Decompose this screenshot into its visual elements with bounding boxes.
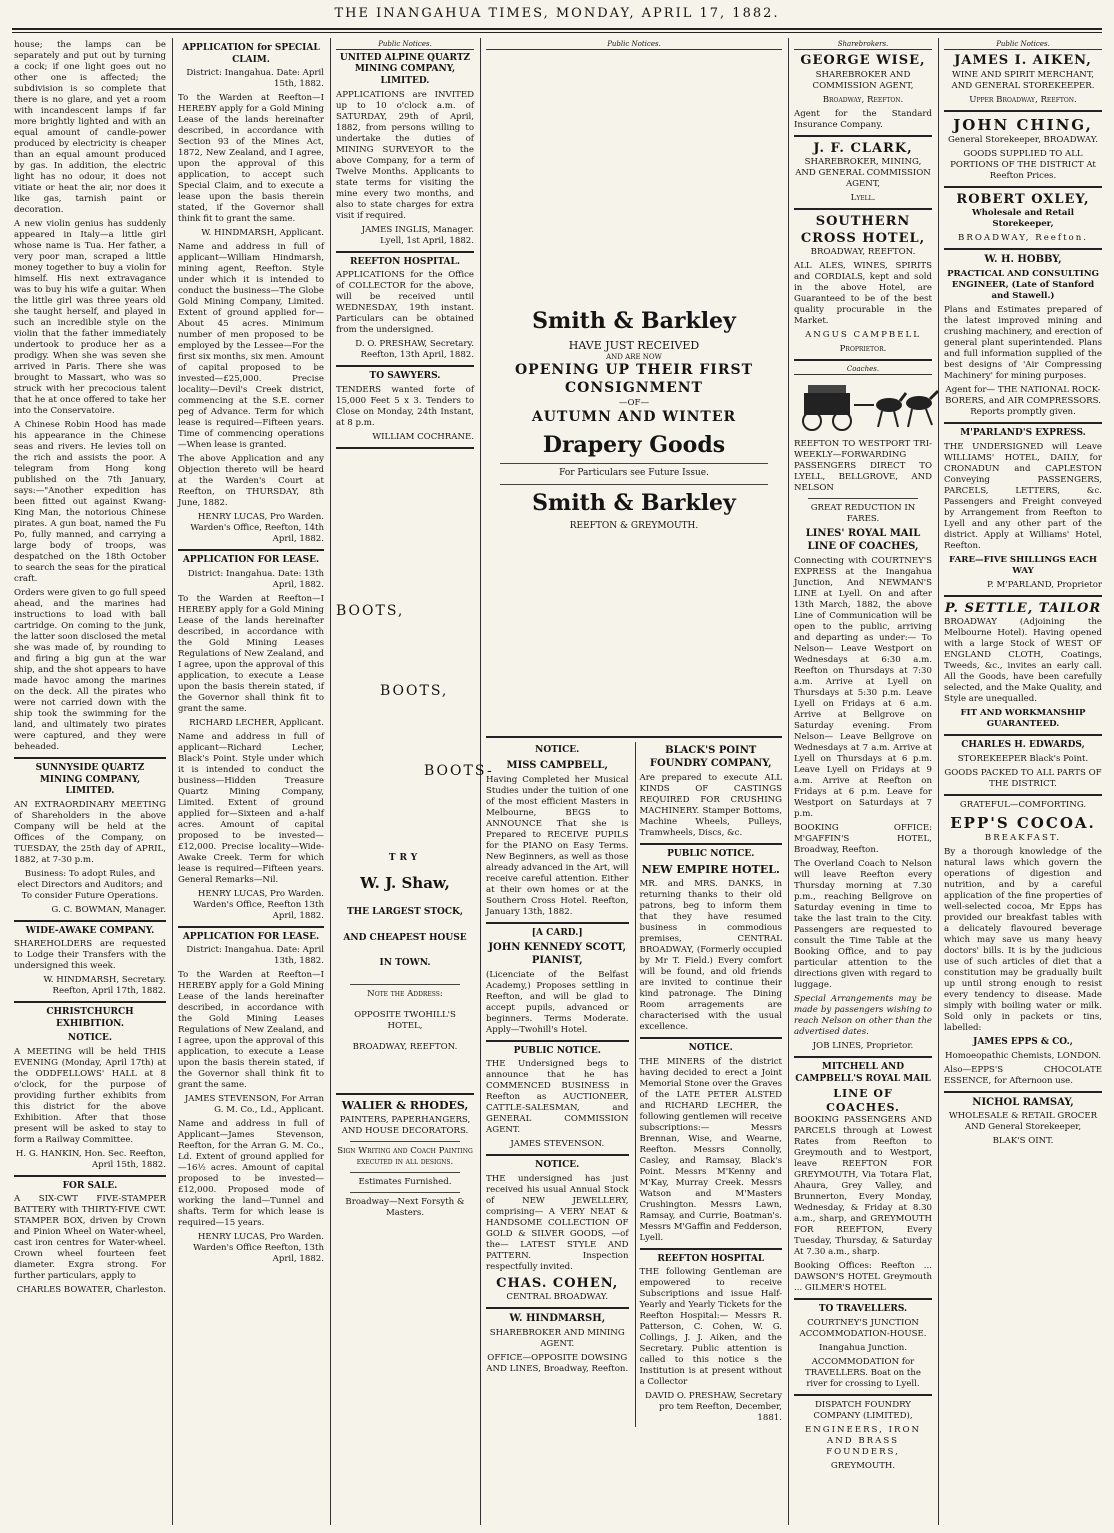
ad-signature: W. HINDMARSH, Secretary. Reefton, April 17th, 1882. (43, 975, 166, 997)
divider (808, 498, 918, 499)
divider (794, 208, 932, 210)
ad-text: AUTUMN AND WINTER (531, 408, 737, 425)
ad-signature: JOB LINES, Proprietor. (812, 1041, 914, 1051)
divider (794, 1056, 932, 1058)
ad-body: SHAREBROKER AND MINING AGENT. (489, 1328, 625, 1350)
divider (944, 1091, 1102, 1093)
divider (350, 1172, 460, 1173)
divider (350, 984, 460, 985)
ad-signature: ANGUS CAMPBELL (805, 330, 921, 341)
notice-row (486, 742, 782, 1427)
ad-title: NEW EMPIRE HOTEL. (641, 863, 780, 877)
column-header: Public Notices. (486, 40, 782, 50)
divider (14, 1001, 166, 1003)
ad-text: TRY (388, 852, 422, 863)
ad-body: (Licenciate of the Belfast Academy,) Proposes settling in Reefton, and will be glad to accept pupils, advanced or beginners. Terms Moderate. Apply—Twohill's Hotel. (486, 969, 629, 1035)
column-divider (330, 38, 331, 1525)
divider (640, 1037, 783, 1039)
ad-title: COURTNEY'S JUNCTION ACCOMMODATION-HOUSE. (799, 1317, 927, 1339)
divider (14, 1175, 166, 1177)
ad-text: BLAK'S OINT. (992, 1136, 1054, 1147)
ad-body: PRACTICAL AND CONSULTING ENGINEER, (Late of Stanford and Stawell.) (947, 269, 1099, 302)
divider (944, 794, 1102, 796)
notice-label: NOTICE. (67, 1033, 113, 1044)
ad-signature: RICHARD LECHER, Applicant. (189, 717, 324, 728)
ad-title: W. J. Shaw, (360, 874, 450, 893)
ad-body: Estimates Furnished. (358, 1176, 452, 1187)
ad-title: BLACK'S POINT FOUNDRY COMPANY, (649, 745, 772, 769)
ad-title: JAMES EPPS & CO., (973, 1037, 1073, 1048)
ad-body: Broadway—Next Forsyth & Masters. (345, 1196, 465, 1218)
ad-text: CENTRAL BROADWAY. (506, 1292, 609, 1303)
divider (944, 595, 1102, 597)
ad-title: JOHN KENNEDY SCOTT, PIANIST, (488, 942, 627, 966)
ad-title: APPLICATION FOR LEASE. (182, 555, 320, 566)
ad-signature: JAMES STEVENSON. (510, 1139, 605, 1150)
masthead-rule-thin (12, 32, 1102, 33)
divider (14, 757, 166, 759)
ad-body: Booking Offices: Reefton ... DAWSON'S HOTEL Greymouth ... GILMER'S HOTEL (794, 1261, 932, 1294)
notice-col-right (635, 742, 783, 1427)
ad-title: P. SETTLE, TAILOR (944, 600, 1102, 616)
ad-body: The Overland Coach to Nelson will leave Reefton every Thursday morning at 7.30 p.m., reaching Bellgrove on Saturday evening in time to take the last train to the City. Passengers are requested to consult the Time Table at the Booking Office, and to pay particular attention to the directions given with regard to luggage. (794, 859, 932, 990)
spacer (486, 53, 782, 303)
ad-body: Sign Writing and Coach Painting executed in all designs. (337, 1145, 473, 1167)
ad-text: Homoeopathic Chemists, LONDON. (945, 1050, 1101, 1061)
ad-body: General Storekeeper, BROADWAY. (947, 134, 1099, 145)
ad-title: PUBLIC NOTICE. (667, 848, 755, 859)
ad-title: WIDE-AWAKE COMPANY. (25, 925, 155, 936)
ad-title: APPLICATION FOR LEASE. (182, 931, 320, 942)
ad-body: WHOLESALE & RETAIL GROCER AND General Storekeeper, (948, 1111, 1098, 1133)
divider (944, 422, 1102, 424)
ad-body: GOODS SUPPLIED TO ALL PORTIONS OF THE DISTRICT At Reefton Prices. (950, 148, 1096, 181)
column-header: Public Notices. (336, 40, 474, 50)
ad-body: APPLICATIONS for the Office of COLLECTOR for the above, will be received until WEDNESDAY, 19th instant. Particulars can be obtained from the undersigned. (336, 270, 474, 336)
column-5 (794, 40, 932, 1525)
ad-title: FOR SALE. (62, 1180, 118, 1191)
ad-title: REEFTON HOSPITAL. (350, 256, 460, 267)
notice-label: NOTICE. (688, 1043, 733, 1054)
ad-body: THE MINERS of the district having decided to erect a Joint Memorial Stone over the Graves of the LATE PETER ALSTED and RICHARD LECHER, the following gentlemen will receive subscriptions:— Messrs Brennan, Wise, and Wearne, Reefton. Messrs Connolly, Casley, and Ramsay, Black's Point. Messrs M'Kenny and M'Kay, Murray Creek. Messrs Watson and M'Masters Crushington. Messrs Lawn, Ramsay, and Currie, Boatman's. Messrs M'Gaffin and Fedderson, Lyell. (639, 1056, 782, 1243)
ad-body: By a thorough knowledge of the natural laws which govern the operations of digestion and nutrition, and by a careful application of the fine properties of well-selected cocoa, Mr Epps has provided our breakfast tables with a delicately flavoured beverage which may save us many heavy doctors' bills. It is by the judicious use of such articles of diet that a constitution may be gradually built up until strong enough to resist every tendency to disease. Made simply with boiling water or milk. Sold only in packets or tins, labelled: (944, 847, 1102, 1034)
article-paragraph: A Chinese Robin Hood has made his appearance in the Chinese seas and rivers. He levies toll on the rich and assists the poor. A telegram from Hong kong published on the 7th January, says:—"Another expedition has been fitted out against Kwang-King Man, the notorious Chinese pirates. A gun boat, named the Fu Po, fully manned, and carrying a large body of troops, was despatched on the 18th October to search the seas for the piratical craft. (14, 420, 166, 584)
ad-body: To the Warden at Reefton—I HEREBY apply for a Gold Mining Lease of the lands hereinafter described, in accordance with Section 93 of the Mines Act, 1872, New Zealand, and I agree, upon the approval of this application, to accept such Special Claim, and to execute a lease upon the basis therein stated, if the Governor shall think fit to grant the same. (178, 93, 324, 225)
column-divider (480, 38, 481, 1525)
divider (944, 186, 1102, 188)
ad-title: JAMES I. AIKEN, (954, 52, 1092, 68)
divider (944, 248, 1102, 250)
ad-text: GREYMOUTH. (830, 1460, 896, 1471)
ad-signature: HENRY LUCAS, Pro Warden. Warden's Office, Reefton 13th April, 1882. (193, 888, 324, 921)
ad-title: Smith & Barkley (532, 489, 736, 516)
divider (486, 1154, 629, 1156)
ad-body: Wholesale and Retail Storekeeper, (972, 208, 1074, 230)
ad-title: LINE OF COACHES. (826, 1087, 900, 1115)
ad-text: BROADWAY, REEFTON. (810, 247, 916, 258)
ad-body: WINE AND SPIRIT MERCHANT, AND GENERAL STOREKEEPER. (951, 69, 1095, 91)
article-paragraph: Orders were given to go full speed ahead, and the marines had instructions to load with ball cartridge. On coming to the junk, the latter soon disclosed the metal she was made of, by rounding to and firing a big gun at the war ship, and the shot appears to have made havoc among the marines on the deck. All the pirates who were not carried down with the ship took the swimming for the land, and ultimately two pirates were captured, and they were beheaded. (14, 588, 166, 752)
ad-body: STOREKEEPER Black's Point. (957, 753, 1089, 764)
ad-body: SHAREHOLDERS are requested to Lodge their Transfers with the undersigned this week. (14, 939, 166, 972)
divider (486, 1307, 629, 1309)
ad-signature: JAMES INGLIS, Manager. Lyell, 1st April, 1882. (361, 224, 474, 246)
ad-title: APPLICATION for SPECIAL CLAIM. (182, 43, 320, 65)
ad-text: Note the Address: (367, 988, 443, 999)
ad-body: ENGINEERS, IRON AND BRASS FOUNDERS, (804, 1424, 922, 1457)
ad-title: LINES' ROYAL MAIL LINE OF COACHES, (805, 528, 921, 553)
ad-signature: H. G. HANKIN, Hon. Sec. Reefton, April 15th, 1882. (15, 1148, 166, 1170)
ad-signature: CHARLES BOWATER, Charleston. (16, 1285, 166, 1296)
ad-title: CHRISTCHURCH EXHIBITION. (46, 1007, 134, 1029)
ad-text: OPPOSITE TWOHILL'S HOTEL, (354, 1009, 456, 1031)
masthead-rule (12, 28, 1102, 30)
ad-meta: District: Inangahua. Date: April 15th, 1882. (186, 68, 324, 90)
ad-signature: D. O. PRESHAW, Secretary. Reefton, 13th April, 1882. (355, 339, 474, 361)
divider (350, 1192, 460, 1193)
boots-text: BOOTS, (336, 602, 405, 619)
divider (794, 135, 932, 137)
ad-title: PUBLIC NOTICE. (513, 1045, 601, 1056)
ad-body: BOOKING OFFICE: M'GAFFIN'S HOTEL, Broadway, Reefton. (794, 823, 932, 855)
ad-title: WALIER & RHODES, (341, 1098, 469, 1112)
ad-title: JOHN CHING, (953, 115, 1093, 134)
column-header: Coaches. (794, 365, 932, 375)
ad-body: APPLICATIONS are INVITED up to 10 o'clock a.m. of SATURDAY, 29th of April, 1882, from persons willing to undertake the duties of MINING SURVEYOR to the above Company, for a term of Twelve Months. Applicants to state terms for visiting the mine every two months, and also to state charges for extra visit if required. (336, 89, 474, 221)
ad-text: BROADWAY, Reefton. (958, 233, 1088, 244)
ad-body: GOODS PACKED TO ALL PARTS OF THE DISTRICT. (944, 767, 1102, 789)
column-2 (178, 40, 324, 1525)
ad-signature: DAVID O. PRESHAW, Secretary pro tem Reefton, December, 1881. (645, 1391, 782, 1424)
ad-body: Business: To adopt Rules, and elect Directors and Auditors; and To consider Future Operations. (17, 868, 163, 901)
ad-text: HAVE JUST RECEIVED (568, 339, 700, 353)
ad-text: GRATEFUL—COMFORTING. (959, 799, 1087, 810)
ad-body: Plans and Estimates prepared of the latest improved mining and crushing machinery, and erection of general plant superintended. Plans and full information supplied of the best designs of 'Air Compressing Machinery' for mining purposes. (944, 305, 1102, 382)
article-paragraph: house; the lamps can be separately and put out by turning a cock; if one light goes out no other one is affected; the subdivision is so complete that there is no glare, and yet a room with incandescent lamps if far more brightly lighted and with an equal amount of candle-power produced by electricity is cheaper than an equal amount produced by gas. In addition, the electric light has no odour, it does not vitiate or heat the air, nor does it like gas, tarnish paint or decoration. (14, 40, 166, 215)
ad-body: Name and address in full of Applicant—James Stevenson, Reefton, for the Arran G. M. Co., Ld. Extent of ground applied for—16½ acres. Amount of capital proposed to be invested—£12,000. Proposed mode of working the land—Tunnel and shafts. Term for which lease is required—15 years. (178, 1119, 324, 1229)
ad-body: THE following Gentleman are empowered to receive Subscriptions and issue Half-Yearly and Yearly Tickets for the Reefton Hospital:— Messrs R. Patterson, C. Cohen, W. G. Collings, J. J. Aiken, and the Secretary. Public attention is called to this notice s the Institution is at present without a Collector (639, 1267, 782, 1388)
ad-body: SHAREBROKER, MINING, AND GENERAL COMMISSION AGENT, (795, 157, 931, 190)
ad-title: GEORGE WISE, (800, 52, 926, 68)
divider (486, 736, 782, 738)
ad-signature: HENRY LUCAS, Pro Warden. Warden's Office, Reefton, 14th April, 1882. (190, 512, 324, 545)
ad-body: THE UNDERSIGNED will Leave WILLIAMS' HOTEL, DAILY, for CRONADUN and CAPLESTON Conveying PASSENGERS, PARCELS, LETTERS, &c. Passengers and Freight conveyed by Arrangement from Reefton to Lyell and any other part of the district. Apply at Williams' Hotel, Reefton. (944, 441, 1102, 551)
ad-title: SOUTHERN CROSS HOTEL, (800, 214, 926, 246)
boots-ad (336, 453, 494, 813)
ad-text: Upper Broadway, Reefton. (969, 94, 1077, 105)
ad-body: AN EXTRAORDINARY MEETING of Shareholders in the above Company will be held at the Offices of the Company, on TUESDAY, the 25th day of APRIL, 1882, at 7-30 p.m. (14, 799, 166, 865)
ad-title: SUNNYSIDE QUARTZ MINING COMPANY, LIMITED. (35, 763, 145, 797)
ad-meta: District: Inangahua. Date: 13th April, 1882. (187, 568, 324, 590)
ad-body: THE undersigned has just received his usual Annual Stock of NEW JEWELLERY, comprising— A VERY NEAT & HANDSOME COLLECTION OF GOLD & SILVER GOODS, —of the— LATEST STYLE AND PATTERN. Inspection respectfully invited. (486, 1173, 629, 1272)
divider (500, 484, 768, 485)
column-divider (172, 38, 173, 1525)
ad-title: Drapery Goods (542, 431, 726, 458)
spacer (486, 532, 782, 732)
ad-body: THE Undersigned begs to announce that he has COMMENCED BUSINESS in Reefton as AUCTIONEER, CATTLE-SALESMAN, and GENERAL COMMISSION AGENT. (486, 1059, 629, 1136)
ad-meta: District: Inangahua. Date: April 13th, 1882. (186, 945, 324, 967)
ad-text: Inangahua Junction. (818, 1342, 908, 1353)
ad-body: The above Application and any Objection thereto will be heard at the Warden's Court at Reefton, on THURSDAY, 8th June, 1882. (178, 454, 324, 509)
ad-title: EPP'S COCOA. (950, 813, 1096, 832)
ad-title: MISS CAMPBELL, (506, 759, 608, 771)
ad-signature: P. M'PARLAND, Proprietor (986, 579, 1102, 590)
ad-body: Are prepared to execute ALL KINDS OF CASTINGS REQUIRED FOR CRUSHING MACHINERY. Stamper Bottoms, Machine Wheels, Pulleys, Tramwheels, Discs, &c. (639, 772, 782, 838)
ad-text: BROADWAY, REEFTON. (352, 1041, 458, 1052)
ad-signature: JAMES STEVENSON, For Arran G. M. Co., Ld., Applicant. (184, 1094, 324, 1116)
ad-title: NICHOL RAMSAY, (972, 1096, 1074, 1108)
ad-text: IN TOWN. (379, 958, 431, 969)
ad-title: CHAS. COHEN, (496, 1275, 619, 1291)
divider (944, 110, 1102, 112)
ad-body: A SIX-CWT FIVE-STAMPER BATTERY with THIRTY-FIVE CWT. STAMPER BOX, driven by Crown and Pinion Wheel on Water-wheel, cast iron centres for Water-wheel. Crown wheel fourteen feet diameter. Exgra strong. For further particulars, apply to (14, 1194, 166, 1282)
ad-text: REEFTON & GREYMOUTH. (569, 520, 699, 531)
ad-title: TO SAWYERS. (369, 371, 441, 382)
boots-text: BOOTS, (380, 682, 449, 699)
divider (500, 463, 768, 464)
ad-title: M'PARLAND'S EXPRESS. (960, 428, 1086, 439)
ad-text: GREAT REDUCTION IN FARES. (810, 503, 916, 525)
boots-text: BOOTS- (424, 762, 494, 779)
column-header: Sharebrokers. (794, 40, 932, 50)
divider (336, 251, 474, 253)
ad-title: TO TRAVELLERS. (818, 1304, 908, 1315)
divider (794, 1298, 932, 1300)
divider (350, 1141, 460, 1142)
article-paragraph: A new violin genius has suddenly appeared in Italy—a little girl whose name is Tua. Her father, a very poor man, scraped a little money together to buy a violin for himself. His next extravagance was to buy his wife a guitar. When the little girl was three years old she taught herself, and played in such an incredible style on the violin that the father immediately undertook to produce her as a prodigy. When she was seven she arrived in Paris. There she was brought to Massart, who was so struck with her precocious talent that he at once offered to take her into the Conservatoire. (14, 219, 166, 416)
divider (794, 1394, 932, 1396)
ad-text: —OF— (618, 397, 650, 408)
ad-text: OPENING UP THEIR FIRST CONSIGNMENT (514, 362, 753, 397)
ad-title: CHARLES H. EDWARDS, (961, 740, 1085, 751)
ad-text: AND CHEAPEST HOUSE (343, 932, 467, 943)
divider (486, 1040, 629, 1042)
ad-body: SHAREBROKER AND COMMISSION AGENT, (812, 69, 914, 91)
divider (944, 734, 1102, 736)
ad-body: TENDERS wanted forte of 15,000 Feet 5 x 3. Tenders to Close on Monday, 24th Instant, at 8 p.m. (336, 384, 474, 428)
ad-text: THE LARGEST STOCK, (346, 907, 463, 918)
divider (640, 843, 783, 845)
ad-title: REEFTON HOSPITAL (657, 1253, 765, 1264)
ad-body: PAINTERS, PAPERHANGERS, AND HOUSE DECORATORS. (339, 1114, 471, 1136)
divider (794, 359, 932, 361)
ad-text: BREAKFAST. (984, 833, 1062, 844)
ad-body: Also—EPPS'S CHOCOLATE ESSENCE, for Afternoon use. (944, 1064, 1102, 1086)
ad-body: MR. and MRS. DANKS, in returning thanks to their old patrons, beg to inform them that they have resumed business in commodious premises, CENTRAL BROADWAY, (Formerly occupied by Mr T. Field.) Every comfort will be found, and old friends are invited to continue their kind patronage. The Dining Room arragements are characterised with the usual excellence. (639, 879, 782, 1033)
ad-text: AND ARE NOW (606, 353, 662, 362)
ad-body: BOOKING PASSENGERS AND PARCELS through at Lowest Rates from Reefton to Greymouth and to Westport, leave REEFTON FOR GREYMOUTH, Via Totara Flat, Ahaura, Grey Valley, and Brunnerton, Every Monday, Wednesday, & Friday at 8.30 a.m., sharp, and GREYMOUTH FOR REEFTON, Every Tuesday, Thursday, & Saturday At 7.30 a.m., sharp. (794, 1115, 932, 1258)
ad-signature: WILLIAM COCHRANE. (372, 431, 474, 442)
ad-text: Lyell. (850, 193, 876, 204)
ad-body: Name and address in full of applicant—William Hindmarsh, mining agent, Reefton. Style under which it is intended to conduct the business—The Globe Gold Mining Company, Limited. Extent of ground applied for—About 45 acres. Minimum number of men proposed to be employed by the Lessee—For the first six months, six men. Amount of capital proposed to be invested—£25,000. Precise locality—Devil's Creek district, commencing at the S.E. corner peg of Advance. Term for which lease is required—Fifteen years. Time of commencing operations—When lease is granted. (178, 242, 324, 451)
notice-label: NOTICE. (535, 745, 580, 756)
ad-title: Smith & Barkley (532, 307, 736, 334)
ad-body: A MEETING will be held THIS EVENING (Monday, April 17th) at the ODDFELLOWS' HALL at 8 o'clock, for the purpose of providing further exhibits from this district for the above Exhibition. After that those present will be asked to stay to form a Railway Committee. (14, 1046, 166, 1145)
column-divider (788, 38, 789, 1525)
ad-text: [A CARD.] (531, 927, 583, 938)
ad-signature: HENRY LUCAS, Pro Warden. Warden's Office Reefton, 13th April, 1882. (193, 1232, 324, 1265)
notice-label: NOTICE. (535, 1160, 580, 1171)
divider (336, 365, 474, 367)
divider (336, 447, 474, 449)
stagecoach-illustration (794, 381, 944, 433)
ad-title: ROBERT OXLEY, (956, 191, 1090, 207)
divider (14, 920, 166, 922)
ad-title: W. H. HOBBY, (984, 254, 1062, 266)
ad-body: ALL ALES, WINES, SPIRITS and CORDIALS, kept and sold in the above Hotel, are Guaranteed to be of the best quality procurable in the Market. (794, 261, 932, 327)
column-3 (336, 40, 494, 1525)
ad-body: Agent for the Standard Insurance Company. (794, 108, 932, 130)
ad-text: Proprietor. (839, 344, 887, 355)
ad-title: MITCHELL AND CAMPBELL'S ROYAL MAIL (795, 1062, 931, 1084)
ad-body: FIT AND WORKMANSHIP GUARANTEED. (960, 708, 1086, 730)
ad-body: To the Warden at Reefton—I HEREBY apply for a Gold Mining Lease of the lands hereinafter described, in accordance with the Gold Mining Leases Regulations of New Zealand, and I agree, upon the approval of this application, to execute a Lease upon the basis therein stated, if the Governor shall think fit to grant the same. (178, 970, 324, 1091)
ad-text: For Particulars see Future Issue. (559, 468, 709, 479)
divider (486, 922, 629, 924)
ad-body: To the Warden at Reefton—I HEREBY apply for a Gold Mining Lease of the lands hereinafter described, in accordance with the Gold Mining Leases Regulations of New Zealand, and I agree, upon the approval of this application, to execute a Lease upon the basis therein stated, if the Governor shall think fit to grant the same. (178, 593, 324, 714)
ad-body: Having Completed her Musical Studies under the tuition of one of the most efficient Masters in Melbourne, BEGS to ANNOUNCE That she is Prepared to RECEIVE PUPILS for the PIANO on Easy Terms. New Beginners, as well as those already advanced in the Art, will receive careful attention. Either at their own homes or at the Southern Cross Hotel. Reefton, January 13th, 1882. (486, 774, 629, 917)
masthead: THE INANGAHUA TIMES, MONDAY, APRIL 17, 1882. (334, 6, 780, 21)
ad-signature: W. HINDMARSH, Applicant. (201, 228, 324, 239)
ad-title: DISPATCH FOUNDRY COMPANY (LIMITED), (813, 1399, 913, 1421)
notice-col-left (486, 742, 629, 1427)
ad-text: OFFICE—OPPOSITE DOWSING AND LINES, Broadway, Reefton. (486, 1353, 629, 1375)
ad-title: W. HINDMARSH, (509, 1313, 606, 1325)
column-header: Public Notices. (944, 40, 1102, 50)
column-4 (486, 40, 782, 1525)
ad-body: ACCOMMODATION for TRAVELLERS. Boat on the river for crossing to Lyell. (805, 1356, 921, 1389)
ad-signature: G. C. BOWMAN, Manager. (51, 904, 166, 915)
ad-body: Connecting with COURTNEY'S EXPRESS at the Inangahua Junction, And NEWMAN'S LINE at Lyell. On and after 13th March, 1882, the above Line of Communication will be open to the public, arriving and departing as under:— To Nelson— Leave Westport on Wednesdays at 6:30 a.m. Reefton on Thursdays at 7:30 a.m. Arrive at Lyell on Thursdays at 5:30 p.m. Leave Lyell on Fridays at 6 a.m. Arrive at Bellgrove on Saturday evening. From Nelson— Leave Bellgrove on Wednesdays at 7 a.m. Arrive at Lyell on Thursdays at 6 p.m. Leave Lyell on Fridays at 9 a.m. Arrive at Reefton on Fridays at 6 p.m. Leave for Westport on Saturdays at 7 p.m. (794, 556, 932, 819)
column-6 (944, 40, 1102, 1525)
divider (178, 926, 324, 928)
ad-title: J. F. CLARK, (813, 140, 913, 156)
column-1 (14, 40, 166, 1525)
ad-title: UNITED ALPINE QUARTZ MINING COMPANY, LIMITED. (339, 52, 471, 86)
divider (178, 549, 324, 551)
divider (336, 1093, 474, 1095)
ad-body: Special Arrangements may be made by passengers wishing to reach Nelson on other than the advertised dates. (794, 994, 932, 1037)
ad-body: BROADWAY (Adjoining the Melbourne Hotel). Having opened with a large Stock of WEST OF ENGLAND CLOTH, Coatings, Tweeds, &c., invites an early call. All the Goods, have been carefully selected, and the Make Quality, and Style are unequalled. (944, 617, 1102, 705)
column-divider (938, 38, 939, 1525)
ad-body: FARE—FIVE SHILLINGS EACH WAY (949, 554, 1097, 576)
divider (640, 1248, 783, 1250)
ad-text: Broadway, Reefton. (822, 94, 904, 105)
ad-body: Name and address in full of applicant—Richard Lecher, Black's Point. Style under which it is intended to conduct the business—Hidden Treasure Quartz Mining Company, Limited. Extent of ground applied for—Sixteen and a-half acres. Amount of capital proposed to be invested—£12,000. Precise locality—Wide-Awake Creek. Term for which lease is required—Fifteen years. General Remarks—Nil. (178, 731, 324, 885)
ad-body: Agent for— THE NATIONAL ROCK-BORERS, and AIR COMPRESSORS. Reports promptly given. (945, 385, 1101, 418)
ad-body: REEFTON TO WESTPORT TRI-WEEKLY—FORWARDING PASSENGERS DIRECT TO LYELL, BELLGROVE, AND NELSON (794, 439, 932, 494)
